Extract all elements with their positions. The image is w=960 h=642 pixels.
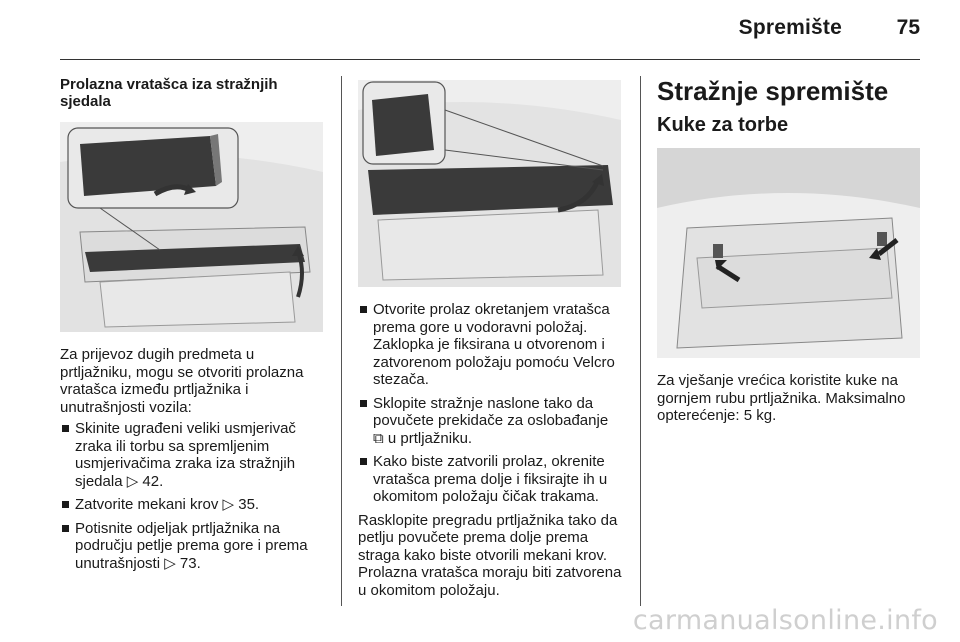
bullet-item: Potisnite odjeljak prtljažnika na području petlje prema gore i prema unutrašnjosti ▷ 73.: [60, 520, 325, 573]
bag-hooks-illustration: [657, 148, 920, 358]
bullet-item: Sklopite stražnje naslone tako da povučete prekidače za oslobađanje ⧉ u prtljažniku.: [358, 395, 623, 448]
intro-paragraph: Za prijevoz dugih predmeta u prtljažniku, mogu se otvoriti prolazna vratašca između prtljažnika i unutrašnjosti vozila:: [60, 346, 304, 416]
heading-rear-storage: Stražnje spremište: [657, 76, 889, 106]
bullet-item: Zatvorite mekani krov ▷ 35.: [60, 496, 325, 514]
column-3: [657, 76, 922, 429]
column-divider: [341, 76, 342, 606]
section-title: Spremište: [738, 16, 842, 39]
column-divider: [640, 76, 641, 606]
column-1: [60, 76, 325, 578]
header-rule: [60, 59, 920, 60]
body-paragraph: Rasklopite pregradu prtljažnika tako da petlju povučete prema dolje prema straga kako biste otvorili mekani krov. Prolazna vratašca moraju biti zatvorena u okomitom položaju.: [358, 511, 622, 599]
bullet-item: Skinite ugrađeni veliki usmjerivač zraka ili torbu sa spremljenim usmjerivačima zraka iza stražnjih sjedala ▷ 42.: [60, 420, 325, 490]
page-header: [0, 0, 960, 62]
subheading-bag-hooks: Kuke za torbe: [657, 114, 789, 136]
trunk-pass-through-illustration: [60, 122, 323, 332]
body-paragraph: Za vješanje vrećica koristite kuke na gornjem rubu prtljažnika. Maksimalno opterećenje: 5 kg.: [657, 372, 906, 424]
subheading-pass-through: Prolazna vratašca iza stražnjih sjedala: [60, 76, 278, 110]
watermark: carmanualsonline.info: [632, 605, 938, 636]
page-number: 75: [896, 16, 920, 39]
bullet-item: Otvorite prolaz okretanjem vratašca prema gore u vodoravni položaj. Zaklopka je fiksirana u otvorenom i zatvorenom položaju pomoću Velcro stezača.: [358, 301, 623, 389]
column-2: [358, 80, 623, 603]
bullet-item: Kako biste zatvorili prolaz, okrenite vratašca prema dolje i fiksirajte ih u okomitom položaju čičak trakama.: [358, 453, 623, 506]
pass-through-open-illustration: [358, 80, 621, 287]
